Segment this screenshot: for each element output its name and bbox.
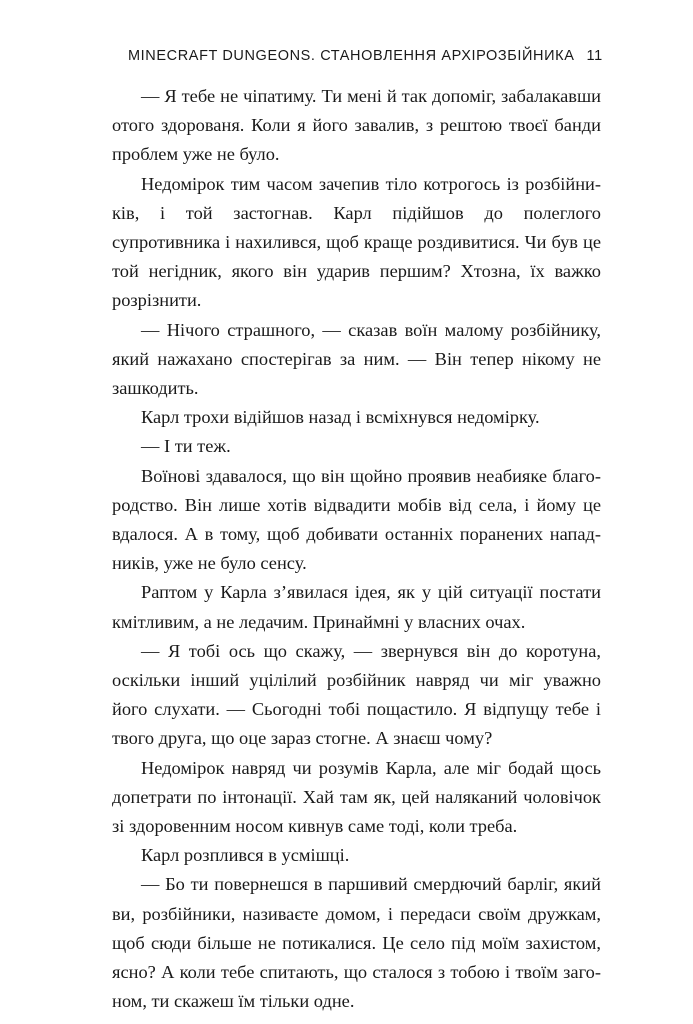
- paragraph: Карл розплився в усмішці.: [141, 845, 350, 866]
- paragraph: Карл трохи відійшов назад і всміхнувся недомірку.: [141, 407, 540, 428]
- book-title-header: MINECRAFT DUNGEONS. СТАНОВЛЕННЯ АРХІРОЗБІЙНИКА: [128, 48, 575, 64]
- paragraph: Недомірок тим часом зачепив тіло котрогось із розбійників, і той застогнав. Карл підійшов до полеглого супротивника і нахилився, щоб краще роздивитися. Чи був це той негідник, якого він ударив першим? Хтозна, їх важко розрізнити.: [112, 173, 601, 311]
- paragraph: Недомірок навряд чи розумів Карла, але міг бодай щось допетрати по інтонації. Хай там як, цей наляканий чоловічок зі здоровенним носом кивнув саме тоді, коли треба.: [112, 757, 601, 837]
- paragraph: — Я тебе не чіпатиму. Ти мені й так допоміг, забалакавши отого здорованя. Коли я його завалив, з рештою твоєї банди проблем уже не було.: [112, 86, 601, 165]
- paragraph: Раптом у Карла з’явилася ідея, як у цій ситуації постати кмітливим, а не ледачим. Принаймні у власних очах.: [112, 582, 601, 632]
- running-header: [128, 48, 603, 64]
- paragraph: Воїнові здавалося, що він щойно проявив неабияке благородство. Він лише хотів відвадити мобів від села, і йому це вдалося. А в тому, щоб добивати останніх поранених нападників, уже не було сенсу.: [112, 465, 601, 574]
- paragraph: — Я тобі ось що скажу, — звернувся він до коротуна, оскільки інший уцілілий розбійник навряд чи міг уважно його слухати. — Сьогодні тобі пощастило. Я відпущу тебе і твого друга, що оце зараз стогне. А знаєш чому?: [112, 640, 601, 749]
- body-text: [112, 82, 601, 1017]
- paragraph: — Нічого страшного, — сказав воїн малому розбійнику, який нажахано спостерігав за ним. — Він тепер нікому не зашкодить.: [112, 319, 601, 399]
- paragraph: — І ти теж.: [141, 436, 231, 457]
- page-number: 11: [586, 48, 603, 64]
- paragraph: — Бо ти повернешся в паршивий смердючий барліг, який ви, розбійники, називаєте домом, і передаси своїм дружкам, щоб сюди більше не потикалися. Це село під моїм захистом, ясно? А коли тебе спитають, що сталося з тобою і твоїм загоном, ти скажеш їм тільки одне.: [112, 874, 601, 1012]
